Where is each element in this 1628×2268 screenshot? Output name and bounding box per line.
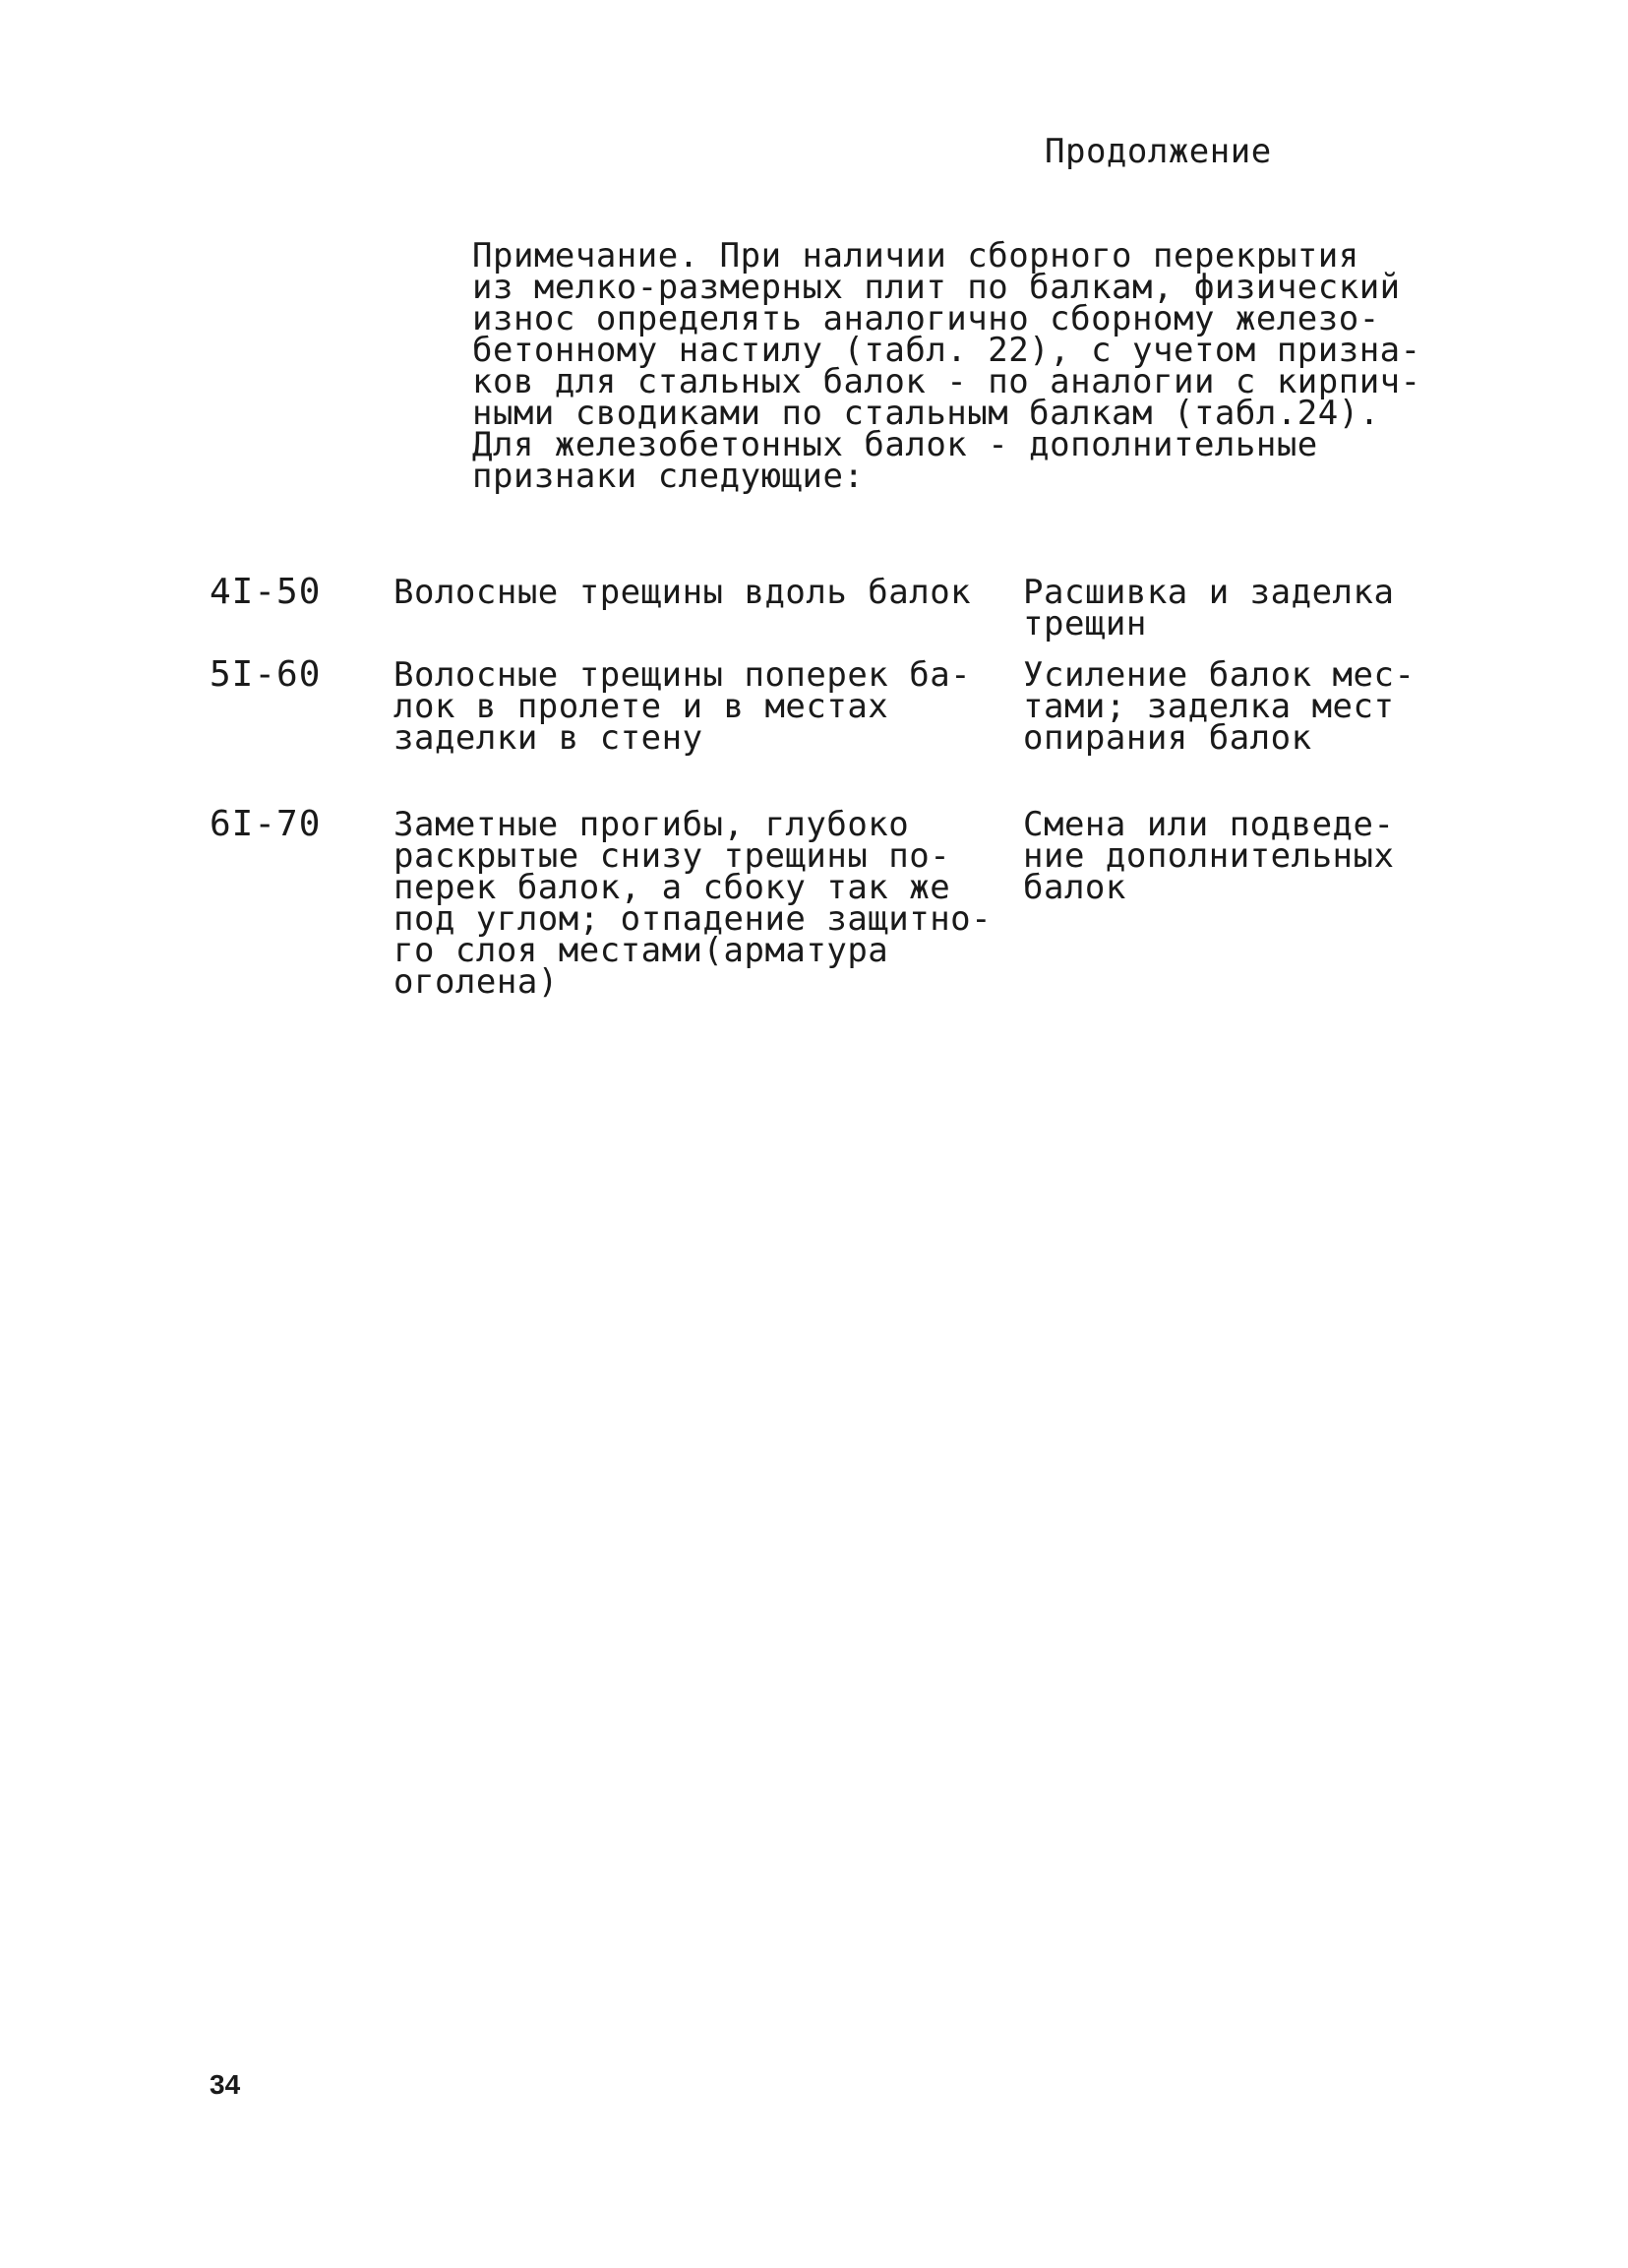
damage-signs-line: заделки в стену xyxy=(393,718,703,758)
wear-range: 5I-60 xyxy=(210,654,322,695)
note-line: бетонному настилу (табл. 22), с учетом призна- xyxy=(472,331,1421,370)
damage-signs-line: перек балок, а сбоку так же xyxy=(393,868,951,907)
repair-work-line: Усиление балок мес- xyxy=(1023,655,1416,695)
damage-signs-line: лок в пролете и в местах xyxy=(393,687,889,726)
note-line: Примечание. При наличии сборного перекрытия xyxy=(472,236,1359,276)
note-line: ными сводиками по стальным балкам (табл.24). xyxy=(472,394,1380,433)
note-paragraph xyxy=(472,236,1421,496)
damage-signs xyxy=(393,805,1003,1002)
damage-signs xyxy=(393,655,1003,758)
note-line: из мелко-размерных плит по балкам, физический xyxy=(472,268,1401,307)
repair-work xyxy=(1023,805,1436,907)
note-line: ков для стальных балок - по аналогии с кирпич- xyxy=(472,362,1421,401)
note-line: признаки следующие: xyxy=(472,457,865,496)
repair-work-line: Смена или подведе- xyxy=(1023,805,1395,844)
page-number: 34 xyxy=(210,2069,241,2100)
damage-signs xyxy=(393,573,1003,612)
wear-range: 4I-50 xyxy=(210,572,322,612)
repair-work xyxy=(1023,655,1436,758)
damage-signs-line: Заметные прогибы, глубоко xyxy=(393,805,910,844)
note-line: износ определять аналогично сборному железо- xyxy=(472,299,1380,338)
damage-signs-line: под углом; отпадение защитно- xyxy=(393,899,993,939)
repair-work-line: балок xyxy=(1023,868,1126,907)
repair-work-line: трещин xyxy=(1023,604,1147,644)
damage-signs-line: го слоя местами(арматура xyxy=(393,931,889,970)
wear-range: 6I-70 xyxy=(210,804,322,844)
damage-signs-line: Волосные трещины поперек ба- xyxy=(393,655,972,695)
repair-work-line: тами; заделка мест xyxy=(1023,687,1395,726)
repair-work xyxy=(1023,573,1436,644)
note-line: Для железобетонных балок - дополнительные xyxy=(472,425,1318,464)
repair-work-line: опирания балок xyxy=(1023,718,1312,758)
damage-signs-line: раскрытые снизу трещины по- xyxy=(393,836,951,876)
damage-signs-line: Волосные трещины вдоль балок xyxy=(393,573,972,612)
continuation-label: Продолжение xyxy=(1045,132,1272,171)
repair-work-line: ние дополнительных xyxy=(1023,836,1395,876)
damage-signs-line: оголена) xyxy=(393,962,559,1002)
repair-work-line: Расшивка и заделка xyxy=(1023,573,1395,612)
